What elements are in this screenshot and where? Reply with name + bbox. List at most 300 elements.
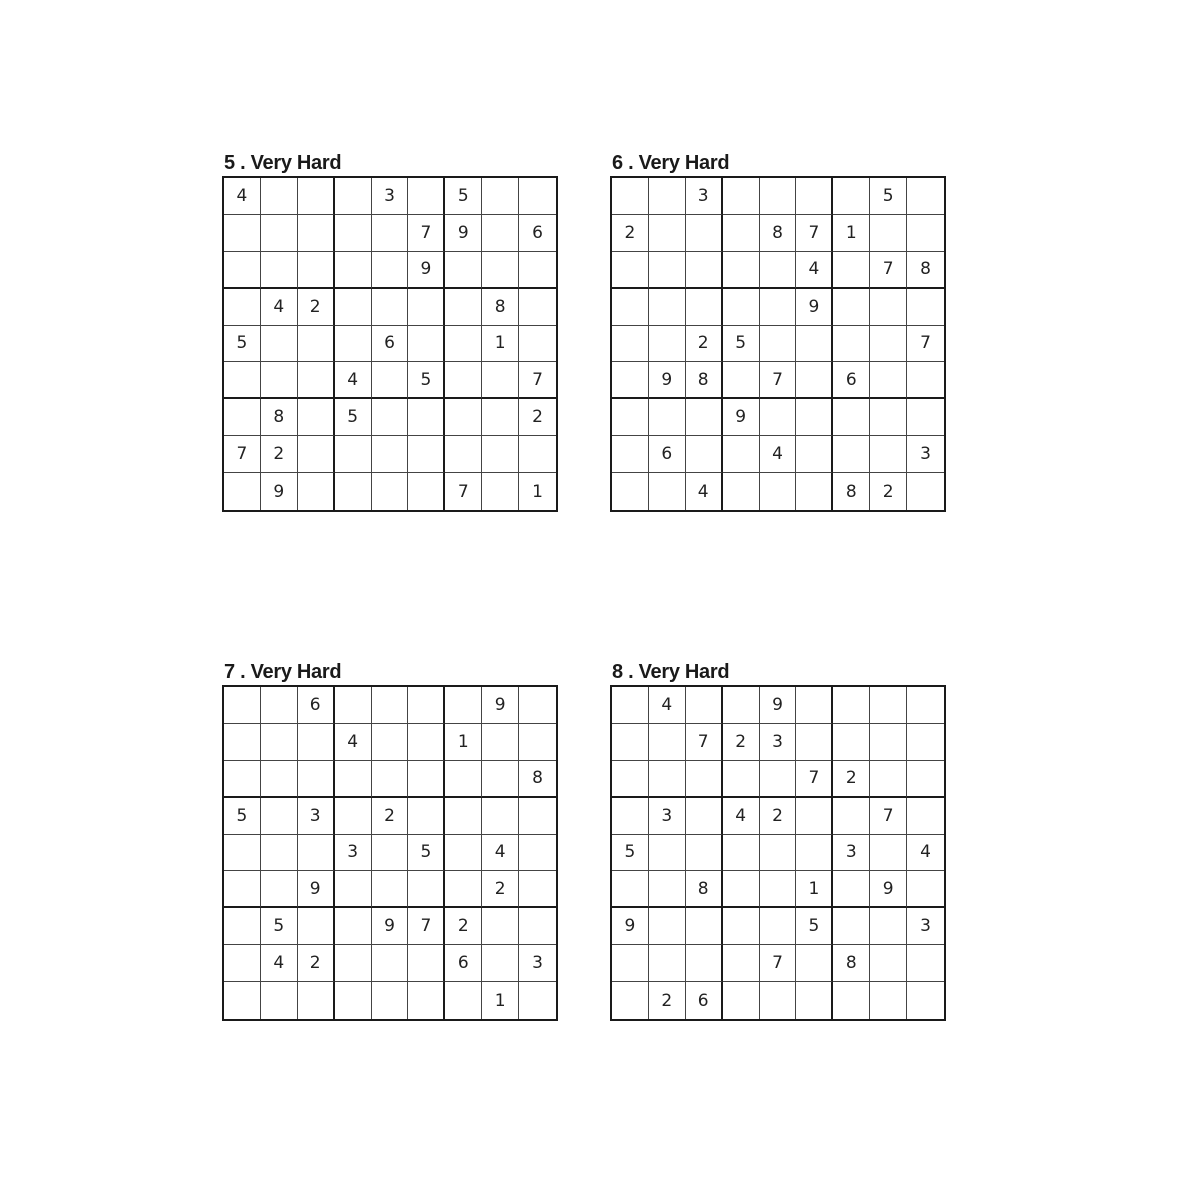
sudoku-cell[interactable]: 4 (907, 835, 944, 872)
sudoku-cell[interactable]: 9 (760, 687, 797, 724)
sudoku-cell[interactable] (760, 761, 797, 798)
sudoku-cell[interactable] (612, 326, 649, 363)
sudoku-cell[interactable]: 7 (760, 362, 797, 399)
sudoku-cell[interactable] (796, 362, 833, 399)
sudoku-cell[interactable] (907, 289, 944, 326)
sudoku-cell[interactable] (723, 761, 760, 798)
sudoku-cell[interactable] (261, 215, 298, 252)
sudoku-cell[interactable] (649, 289, 686, 326)
sudoku-cell[interactable]: 4 (335, 362, 372, 399)
sudoku-cell[interactable] (408, 945, 445, 982)
sudoku-cell[interactable] (408, 687, 445, 724)
sudoku-cell[interactable] (723, 215, 760, 252)
sudoku-cell[interactable] (870, 687, 907, 724)
sudoku-cell[interactable] (612, 436, 649, 473)
sudoku-cell[interactable]: 6 (372, 326, 409, 363)
sudoku-cell[interactable] (723, 982, 760, 1019)
sudoku-cell[interactable] (445, 362, 482, 399)
sudoku-cell[interactable] (224, 761, 261, 798)
sudoku-cell[interactable] (519, 908, 556, 945)
sudoku-cell[interactable]: 3 (649, 798, 686, 835)
sudoku-cell[interactable]: 6 (649, 436, 686, 473)
sudoku-cell[interactable]: 2 (519, 399, 556, 436)
sudoku-cell[interactable]: 3 (298, 798, 335, 835)
sudoku-cell[interactable] (298, 908, 335, 945)
sudoku-cell[interactable] (686, 289, 723, 326)
sudoku-cell[interactable] (833, 798, 870, 835)
sudoku-cell[interactable] (408, 982, 445, 1019)
sudoku-cell[interactable]: 8 (833, 473, 870, 510)
sudoku-cell[interactable] (224, 945, 261, 982)
sudoku-cell[interactable]: 5 (224, 326, 261, 363)
sudoku-cell[interactable] (907, 724, 944, 761)
sudoku-cell[interactable]: 7 (686, 724, 723, 761)
sudoku-cell[interactable]: 9 (372, 908, 409, 945)
sudoku-cell[interactable] (833, 326, 870, 363)
sudoku-cell[interactable] (482, 473, 519, 510)
sudoku-cell[interactable] (519, 798, 556, 835)
sudoku-cell[interactable] (224, 289, 261, 326)
sudoku-cell[interactable] (796, 473, 833, 510)
sudoku-cell[interactable]: 3 (519, 945, 556, 982)
sudoku-cell[interactable] (649, 871, 686, 908)
sudoku-cell[interactable] (519, 289, 556, 326)
sudoku-cell[interactable] (482, 724, 519, 761)
sudoku-cell[interactable] (445, 835, 482, 872)
sudoku-cell[interactable] (870, 399, 907, 436)
sudoku-cell[interactable] (833, 289, 870, 326)
sudoku-cell[interactable] (445, 436, 482, 473)
sudoku-cell[interactable] (298, 982, 335, 1019)
sudoku-cell[interactable] (612, 798, 649, 835)
sudoku-cell[interactable] (261, 724, 298, 761)
sudoku-cell[interactable]: 9 (298, 871, 335, 908)
sudoku-cell[interactable] (335, 761, 372, 798)
sudoku-cell[interactable] (833, 871, 870, 908)
sudoku-cell[interactable] (298, 326, 335, 363)
sudoku-cell[interactable] (649, 215, 686, 252)
sudoku-cell[interactable] (261, 178, 298, 215)
sudoku-cell[interactable] (796, 835, 833, 872)
sudoku-cell[interactable] (612, 252, 649, 289)
sudoku-cell[interactable] (261, 362, 298, 399)
sudoku-cell[interactable] (796, 326, 833, 363)
sudoku-cell[interactable]: 7 (907, 326, 944, 363)
sudoku-cell[interactable] (612, 687, 649, 724)
sudoku-cell[interactable] (833, 252, 870, 289)
sudoku-cell[interactable]: 6 (445, 945, 482, 982)
sudoku-cell[interactable] (686, 945, 723, 982)
sudoku-cell[interactable] (224, 724, 261, 761)
sudoku-cell[interactable]: 5 (261, 908, 298, 945)
sudoku-cell[interactable] (907, 473, 944, 510)
sudoku-cell[interactable] (723, 436, 760, 473)
sudoku-cell[interactable]: 1 (833, 215, 870, 252)
sudoku-cell[interactable] (224, 362, 261, 399)
sudoku-cell[interactable] (833, 687, 870, 724)
sudoku-cell[interactable] (649, 945, 686, 982)
sudoku-cell[interactable] (907, 798, 944, 835)
sudoku-cell[interactable] (760, 835, 797, 872)
sudoku-cell[interactable] (261, 871, 298, 908)
sudoku-cell[interactable]: 8 (519, 761, 556, 798)
sudoku-cell[interactable] (298, 362, 335, 399)
sudoku-cell[interactable] (335, 436, 372, 473)
sudoku-cell[interactable] (224, 687, 261, 724)
sudoku-cell[interactable]: 1 (482, 982, 519, 1019)
sudoku-cell[interactable] (649, 835, 686, 872)
sudoku-cell[interactable] (612, 362, 649, 399)
sudoku-cell[interactable]: 4 (261, 945, 298, 982)
sudoku-cell[interactable] (445, 252, 482, 289)
sudoku-cell[interactable] (482, 436, 519, 473)
sudoku-cell[interactable] (408, 178, 445, 215)
sudoku-cell[interactable] (408, 473, 445, 510)
sudoku-cell[interactable] (298, 399, 335, 436)
sudoku-cell[interactable] (723, 178, 760, 215)
sudoku-cell[interactable] (372, 436, 409, 473)
sudoku-cell[interactable] (224, 835, 261, 872)
sudoku-cell[interactable] (870, 724, 907, 761)
sudoku-cell[interactable] (335, 687, 372, 724)
sudoku-cell[interactable] (519, 178, 556, 215)
sudoku-cell[interactable]: 4 (649, 687, 686, 724)
sudoku-cell[interactable]: 2 (261, 436, 298, 473)
sudoku-cell[interactable] (261, 761, 298, 798)
sudoku-cell[interactable] (796, 724, 833, 761)
sudoku-cell[interactable] (686, 252, 723, 289)
sudoku-cell[interactable]: 7 (760, 945, 797, 982)
sudoku-cell[interactable] (796, 945, 833, 982)
sudoku-cell[interactable] (833, 982, 870, 1019)
sudoku-cell[interactable] (612, 982, 649, 1019)
sudoku-cell[interactable]: 2 (833, 761, 870, 798)
sudoku-cell[interactable]: 8 (686, 362, 723, 399)
sudoku-cell[interactable] (482, 945, 519, 982)
sudoku-cell[interactable] (796, 436, 833, 473)
sudoku-cell[interactable]: 2 (612, 215, 649, 252)
sudoku-cell[interactable] (833, 436, 870, 473)
sudoku-cell[interactable] (612, 178, 649, 215)
sudoku-cell[interactable] (519, 724, 556, 761)
sudoku-cell[interactable] (612, 399, 649, 436)
sudoku-cell[interactable]: 4 (261, 289, 298, 326)
sudoku-cell[interactable]: 6 (519, 215, 556, 252)
sudoku-cell[interactable] (482, 908, 519, 945)
sudoku-cell[interactable] (482, 252, 519, 289)
sudoku-cell[interactable]: 6 (298, 687, 335, 724)
sudoku-cell[interactable] (335, 908, 372, 945)
sudoku-cell[interactable]: 5 (612, 835, 649, 872)
sudoku-cell[interactable] (482, 761, 519, 798)
sudoku-cell[interactable]: 2 (723, 724, 760, 761)
sudoku-cell[interactable] (723, 289, 760, 326)
sudoku-cell[interactable] (445, 399, 482, 436)
sudoku-cell[interactable] (612, 761, 649, 798)
sudoku-cell[interactable] (298, 178, 335, 215)
sudoku-cell[interactable]: 4 (482, 835, 519, 872)
sudoku-cell[interactable] (519, 252, 556, 289)
sudoku-cell[interactable] (796, 687, 833, 724)
sudoku-cell[interactable]: 1 (532, 481, 543, 502)
sudoku-cell[interactable]: 7 (408, 908, 445, 945)
sudoku-cell[interactable] (482, 215, 519, 252)
sudoku-cell[interactable] (686, 835, 723, 872)
sudoku-cell[interactable]: 8 (261, 399, 298, 436)
sudoku-cell[interactable] (519, 436, 556, 473)
sudoku-cell[interactable] (649, 724, 686, 761)
sudoku-cell[interactable]: 7 (870, 252, 907, 289)
sudoku-cell[interactable] (482, 798, 519, 835)
sudoku-cell[interactable] (372, 252, 409, 289)
sudoku-cell[interactable]: 2 (482, 871, 519, 908)
sudoku-cell[interactable]: 2 (760, 798, 797, 835)
sudoku-cell[interactable]: 5 (224, 798, 261, 835)
sudoku-cell[interactable] (723, 835, 760, 872)
sudoku-cell[interactable] (372, 945, 409, 982)
sudoku-cell[interactable] (372, 289, 409, 326)
sudoku-cell[interactable]: 3 (335, 835, 372, 872)
sudoku-cell[interactable] (408, 436, 445, 473)
sudoku-cell[interactable] (649, 326, 686, 363)
sudoku-cell[interactable] (833, 399, 870, 436)
sudoku-cell[interactable] (445, 871, 482, 908)
sudoku-cell[interactable]: 3 (907, 908, 944, 945)
sudoku-cell[interactable]: 7 (796, 215, 833, 252)
sudoku-cell[interactable] (445, 289, 482, 326)
sudoku-cell[interactable] (760, 982, 797, 1019)
sudoku-cell[interactable] (224, 252, 261, 289)
sudoku-cell[interactable]: 6 (686, 982, 723, 1019)
sudoku-cell[interactable] (870, 436, 907, 473)
sudoku-cell[interactable] (723, 871, 760, 908)
sudoku-cell[interactable] (372, 399, 409, 436)
sudoku-cell[interactable] (686, 761, 723, 798)
sudoku-cell[interactable] (760, 399, 797, 436)
sudoku-cell[interactable] (686, 436, 723, 473)
sudoku-cell[interactable] (445, 326, 482, 363)
sudoku-cell[interactable]: 5 (445, 178, 482, 215)
sudoku-cell[interactable]: 5 (408, 835, 445, 872)
sudoku-cell[interactable] (870, 326, 907, 363)
sudoku-cell[interactable] (907, 982, 944, 1019)
sudoku-cell[interactable] (224, 473, 261, 510)
sudoku-cell[interactable] (649, 908, 686, 945)
sudoku-cell[interactable]: 2 (445, 908, 482, 945)
sudoku-cell[interactable] (723, 473, 760, 510)
sudoku-cell[interactable] (907, 215, 944, 252)
sudoku-cell[interactable] (335, 252, 372, 289)
sudoku-cell[interactable] (760, 908, 797, 945)
sudoku-cell[interactable] (686, 399, 723, 436)
sudoku-cell[interactable] (760, 871, 797, 908)
sudoku-cell[interactable] (870, 761, 907, 798)
sudoku-cell[interactable] (796, 178, 833, 215)
sudoku-cell[interactable] (649, 178, 686, 215)
sudoku-cell[interactable]: 7 (224, 436, 261, 473)
sudoku-cell[interactable] (261, 835, 298, 872)
sudoku-cell[interactable] (907, 178, 944, 215)
sudoku-cell[interactable] (261, 798, 298, 835)
sudoku-cell[interactable]: 4 (335, 724, 372, 761)
sudoku-cell[interactable] (335, 326, 372, 363)
sudoku-cell[interactable] (723, 362, 760, 399)
sudoku-cell[interactable] (612, 724, 649, 761)
sudoku-cell[interactable] (445, 761, 482, 798)
sudoku-cell[interactable] (261, 982, 298, 1019)
sudoku-cell[interactable] (335, 178, 372, 215)
sudoku-cell[interactable] (760, 326, 797, 363)
sudoku-cell[interactable] (482, 399, 519, 436)
sudoku-cell[interactable] (612, 473, 649, 510)
sudoku-cell[interactable] (723, 945, 760, 982)
sudoku-cell[interactable]: 9 (261, 473, 298, 510)
sudoku-cell[interactable]: 1 (482, 326, 519, 363)
sudoku-cell[interactable] (224, 982, 261, 1019)
sudoku-cell[interactable] (372, 215, 409, 252)
sudoku-cell[interactable]: 2 (372, 798, 409, 835)
sudoku-cell[interactable] (833, 724, 870, 761)
sudoku-cell[interactable]: 2 (870, 473, 907, 510)
sudoku-cell[interactable] (519, 871, 556, 908)
sudoku-cell[interactable]: 8 (686, 871, 723, 908)
sudoku-cell[interactable] (723, 908, 760, 945)
sudoku-cell[interactable] (372, 724, 409, 761)
sudoku-cell[interactable] (298, 724, 335, 761)
sudoku-cell[interactable] (298, 473, 335, 510)
sudoku-cell[interactable]: 7 (445, 473, 482, 510)
sudoku-cell[interactable]: 9 (723, 399, 760, 436)
sudoku-cell[interactable] (760, 252, 797, 289)
sudoku-cell[interactable]: 8 (907, 252, 944, 289)
sudoku-cell[interactable]: 5 (335, 399, 372, 436)
sudoku-cell[interactable]: 1 (445, 724, 482, 761)
sudoku-cell[interactable]: 1 (796, 871, 833, 908)
sudoku-cell[interactable]: 2 (298, 289, 335, 326)
sudoku-cell[interactable] (372, 982, 409, 1019)
sudoku-cell[interactable] (261, 687, 298, 724)
sudoku-cell[interactable] (612, 289, 649, 326)
sudoku-cell[interactable] (870, 289, 907, 326)
sudoku-cell[interactable]: 3 (907, 436, 944, 473)
sudoku-cell[interactable] (519, 835, 556, 872)
sudoku-cell[interactable] (372, 687, 409, 724)
sudoku-cell[interactable] (649, 252, 686, 289)
sudoku-cell[interactable] (519, 687, 556, 724)
sudoku-cell[interactable]: 4 (723, 798, 760, 835)
sudoku-cell[interactable] (833, 178, 870, 215)
sudoku-cell[interactable] (298, 252, 335, 289)
sudoku-cell[interactable] (335, 945, 372, 982)
sudoku-cell[interactable] (612, 945, 649, 982)
sudoku-cell[interactable] (907, 687, 944, 724)
sudoku-cell[interactable] (686, 215, 723, 252)
sudoku-cell[interactable]: 9 (612, 908, 649, 945)
sudoku-cell[interactable]: 2 (686, 326, 723, 363)
sudoku-cell[interactable] (907, 761, 944, 798)
sudoku-cell[interactable]: 7 (870, 798, 907, 835)
sudoku-cell[interactable] (224, 399, 261, 436)
sudoku-cell[interactable]: 2 (298, 945, 335, 982)
sudoku-cell[interactable] (796, 982, 833, 1019)
sudoku-cell[interactable] (907, 399, 944, 436)
sudoku-cell[interactable] (870, 982, 907, 1019)
sudoku-cell[interactable] (335, 215, 372, 252)
sudoku-cell[interactable]: 4 (796, 252, 833, 289)
sudoku-cell[interactable] (686, 908, 723, 945)
sudoku-cell[interactable]: 9 (445, 215, 482, 252)
sudoku-cell[interactable] (519, 326, 556, 363)
sudoku-cell[interactable]: 3 (833, 835, 870, 872)
sudoku-cell[interactable] (298, 835, 335, 872)
sudoku-cell[interactable]: 4 (760, 436, 797, 473)
sudoku-cell[interactable] (224, 215, 261, 252)
sudoku-cell[interactable]: 9 (649, 362, 686, 399)
sudoku-cell[interactable]: 5 (408, 362, 445, 399)
sudoku-cell[interactable]: 4 (224, 178, 261, 215)
sudoku-cell[interactable]: 7 (796, 761, 833, 798)
sudoku-cell[interactable]: 9 (482, 687, 519, 724)
sudoku-cell[interactable] (482, 178, 519, 215)
sudoku-cell[interactable]: 8 (482, 289, 519, 326)
sudoku-cell[interactable] (372, 362, 409, 399)
sudoku-cell[interactable] (519, 982, 556, 1019)
sudoku-cell[interactable]: 6 (833, 362, 870, 399)
sudoku-cell[interactable] (760, 178, 797, 215)
sudoku-cell[interactable] (482, 362, 519, 399)
sudoku-cell[interactable] (408, 798, 445, 835)
sudoku-cell[interactable] (335, 982, 372, 1019)
sudoku-cell[interactable] (833, 908, 870, 945)
sudoku-cell[interactable] (408, 289, 445, 326)
sudoku-cell[interactable] (408, 871, 445, 908)
sudoku-cell[interactable]: 7 (408, 215, 445, 252)
sudoku-cell[interactable] (335, 473, 372, 510)
sudoku-cell[interactable] (870, 908, 907, 945)
sudoku-cell[interactable] (408, 724, 445, 761)
sudoku-cell[interactable] (723, 687, 760, 724)
sudoku-cell[interactable] (372, 835, 409, 872)
sudoku-cell[interactable] (649, 761, 686, 798)
sudoku-cell[interactable] (870, 215, 907, 252)
sudoku-cell[interactable]: 3 (686, 178, 723, 215)
sudoku-cell[interactable] (335, 871, 372, 908)
sudoku-cell[interactable]: 9 (796, 289, 833, 326)
sudoku-cell[interactable]: 9 (408, 252, 445, 289)
sudoku-cell[interactable] (335, 289, 372, 326)
sudoku-cell[interactable] (445, 798, 482, 835)
sudoku-cell[interactable] (760, 473, 797, 510)
sudoku-cell[interactable]: 5 (870, 178, 907, 215)
sudoku-cell[interactable] (372, 473, 409, 510)
sudoku-cell[interactable]: 5 (723, 326, 760, 363)
sudoku-cell[interactable] (298, 761, 335, 798)
sudoku-cell[interactable] (870, 835, 907, 872)
sudoku-cell[interactable]: 5 (796, 908, 833, 945)
sudoku-cell[interactable] (261, 252, 298, 289)
sudoku-cell[interactable] (686, 687, 723, 724)
sudoku-cell[interactable] (870, 362, 907, 399)
sudoku-cell[interactable]: 3 (372, 178, 409, 215)
sudoku-cell[interactable] (408, 761, 445, 798)
sudoku-cell[interactable] (723, 252, 760, 289)
sudoku-cell[interactable] (612, 871, 649, 908)
sudoku-cell[interactable]: 4 (686, 473, 723, 510)
sudoku-cell[interactable] (796, 798, 833, 835)
sudoku-cell[interactable] (870, 945, 907, 982)
sudoku-cell[interactable]: 8 (833, 945, 870, 982)
sudoku-cell[interactable] (298, 436, 335, 473)
